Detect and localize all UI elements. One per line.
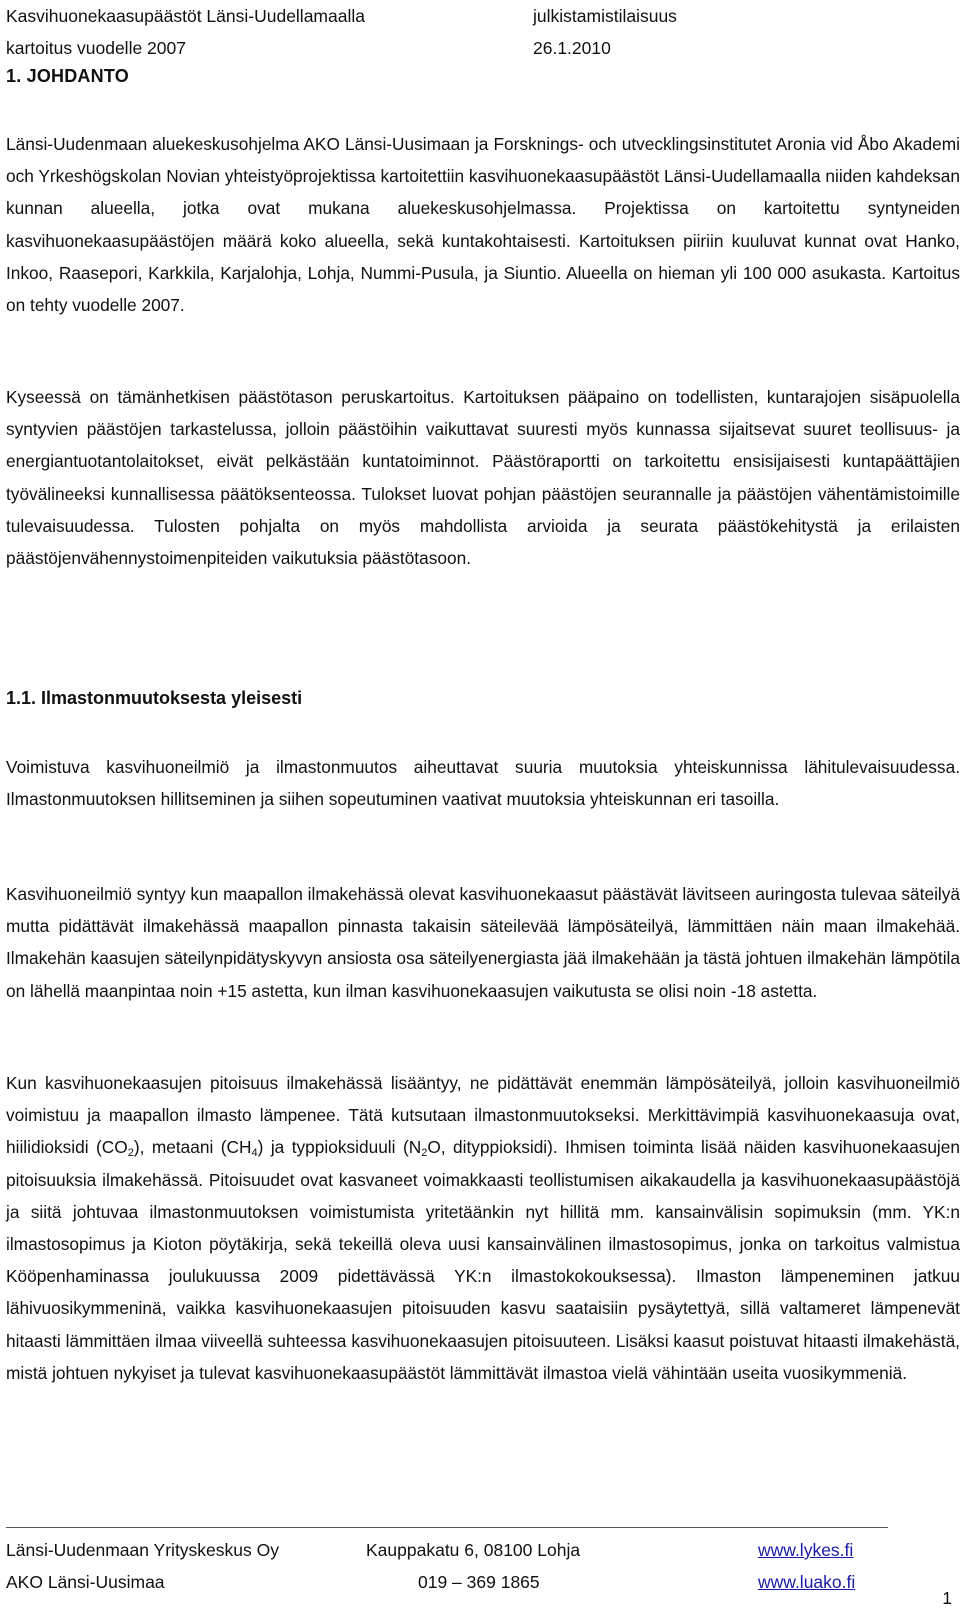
footer-address: Kauppakatu 6, 08100 Lohja (366, 1540, 581, 1560)
paragraph-climate-2: Kasvihuoneilmiö syntyy kun maapallon ilmakehässä olevat kasvihuonekaasut päästävät lävitseen auringosta tulevaa säteilyä mutta pidättävät ilmakehässä maapallon pinnasta takaisin säteilevää lämpösäteilyä, lämmittäen näin maan ilmakehää. Ilmakehän kaasujen säteilynpidätyskyvyn ansiosta osa säteilyenergiasta jää ilmakehään ja tästä johtuen ilmakehän lämpötila on lähellä maanpintaa noin +15 astetta, kun ilman kasvihuonekaasujen vaikutusta se olisi noin -18 astetta. (6, 884, 960, 1001)
page-footer (6, 1534, 956, 1598)
footer-org-yrityskeskus: Länsi-Uudenmaan Yrityskeskus Oy (6, 1540, 279, 1560)
paragraph-climate-3-part-b: ), metaani (CH (133, 1137, 252, 1158)
header-title-line1: Kasvihuonekaasupäästöt Länsi-Uudellamaalla (6, 6, 365, 26)
footer-link-lykes[interactable]: www.lykes.fi (758, 1540, 854, 1560)
subscript-ch4: 4 (251, 1147, 258, 1160)
footer-phone: 019 – 369 1865 (418, 1572, 540, 1592)
subscript-n2o: 2 (421, 1147, 428, 1160)
header-date: 26.1.2010 (533, 38, 611, 58)
page-number: 1 (942, 1588, 952, 1608)
paragraph-climate-1: Voimistuva kasvihuoneilmiö ja ilmastonmuutos aiheuttavat suuria muutoksia yhteiskunnissa lähitulevaisuudessa. Ilmastonmuutoksen hillitseminen ja siihen sopeutuminen vaativat muutoksia yhteiskunnan eri tasoilla. (6, 757, 960, 810)
paragraph-intro-2: Kyseessä on tämänhetkisen päästötason peruskartoitus. Kartoituksen pääpaino on todellisten, kuntarajojen sisäpuolella syntyvien päästöjen tarkastelussa, jolloin päästöihin vaikuttavat suuresti myös kunnassa sijaitsevat suuret teollisuus- ja energiantuotantolaitokset, eivät pelkästään kuntatoiminnot. Päästöraportti on tarkoitettu ensisijaisesti kuntapäättäjien työvälineeksi kunnallisessa päätöksenteossa. Tulokset luovat pohjan päästöjen seurannalle ja päästöjen vähentämistoimille tulevaisuudessa. Tulosten pohjalta on myös mahdollista arvioida ja seurata päästökehitystä ja erilaisten päästöjenvähennystoimenpiteiden vaikutuksia päästötasoon. (6, 387, 960, 569)
paragraph-climate-3-part-c: ) ja typpioksiduuli (N (257, 1137, 422, 1158)
subscript-co2: 2 (127, 1147, 134, 1160)
footer-divider (6, 1527, 888, 1528)
header-status: julkistamistilaisuus (533, 6, 677, 26)
subsection-heading-ilmastonmuutos: 1.1. Ilmastonmuutoksesta yleisesti (6, 688, 303, 708)
paragraph-climate-3-part-a: Kun kasvihuonekaasujen pitoisuus ilmakehässä lisääntyy, ne pidättävät enemmän lämpösäteilyä, jolloin kasvihuoneilmiö voimistuu ja maapallon ilmasto lämpenee. Tätä kutsutaan ilmastonmuutokseksi. Merkittävimpiä kasvihuonekaasuja ovat, hiilidioksidi (CO (6, 1073, 960, 1158)
footer-org-ako: AKO Länsi-Uusimaa (6, 1572, 165, 1592)
paragraph-intro-1: Länsi-Uudenmaan aluekeskusohjelma AKO Länsi-Uusimaan ja Forsknings- och utvecklingsinstitutet Aronia vid Åbo Akademi och Yrkeshögskolan Novian yhteistyöprojektissa kartoitettiin kasvihuonekaasupäästöt Länsi-Uudellamaalla niiden kahdeksan kunnan alueella, jotka ovat mukana aluekeskusohjelmassa. Projektissa on kartoitettu syntyneiden kasvihuonekaasupäästöjen määrä koko alueella, sekä kuntakohtaisesti. Kartoituksen piiriin kuuluvat kunnat ovat Hanko, Inkoo, Raasepori, Karkkila, Karjalohja, Lohja, Nummi-Pusula, ja Siuntio. Alueella on hieman yli 100 000 asukasta. Kartoitus on tehty vuodelle 2007. (6, 134, 960, 316)
page-header (6, 0, 946, 64)
footer-link-luako[interactable]: www.luako.fi (758, 1572, 856, 1592)
section-heading-johdanto: 1. JOHDANTO (6, 66, 129, 86)
paragraph-climate-3 (6, 1067, 960, 1389)
header-title-line2: kartoitus vuodelle 2007 (6, 38, 186, 58)
paragraph-climate-3-part-d: O, dityppioksidi). Ihmisen toiminta lisää näiden kasvihuonekaasujen pitoisuuksia ilmakehässä. Pitoisuudet ovat kasvaneet voimakkaasti teollistumisen aikakaudella ja kasvihuonekaasupäästöjä ja siitä johtuvaa ilmastonmuutoksen voimistumista yritetäänkin nyt hillitä mm. kansainvälisin sopimuksin (mm. YK:n ilmastosopimus ja Kioton pöytäkirja, sekä tekeillä oleva uusi kansainvälinen ilmastosopimus, jonka on tarkoitus valmistua Kööpenhaminassa joulukuussa 2009 pidettävässä YK:n ilmastokokouksessa). Ilmaston lämpeneminen jatkuu lähivuosikymmeninä, vaikka kasvihuonekaasujen pitoisuuden kasvu saataisiin pysäytettyä, sillä valtameret lämpenevät hitaasti lämmittäen ilmaa viiveellä suhteessa kasvihuonekaasujen pitoisuuteen. Lisäksi kaasut poistuvat hitaasti ilmakehästä, mistä johtuen nykyiset ja tulevat kasvihuonekaasupäästöt lämmittävät ilmastoa vielä vähintään useita vuosikymmeniä. (6, 1137, 960, 1383)
